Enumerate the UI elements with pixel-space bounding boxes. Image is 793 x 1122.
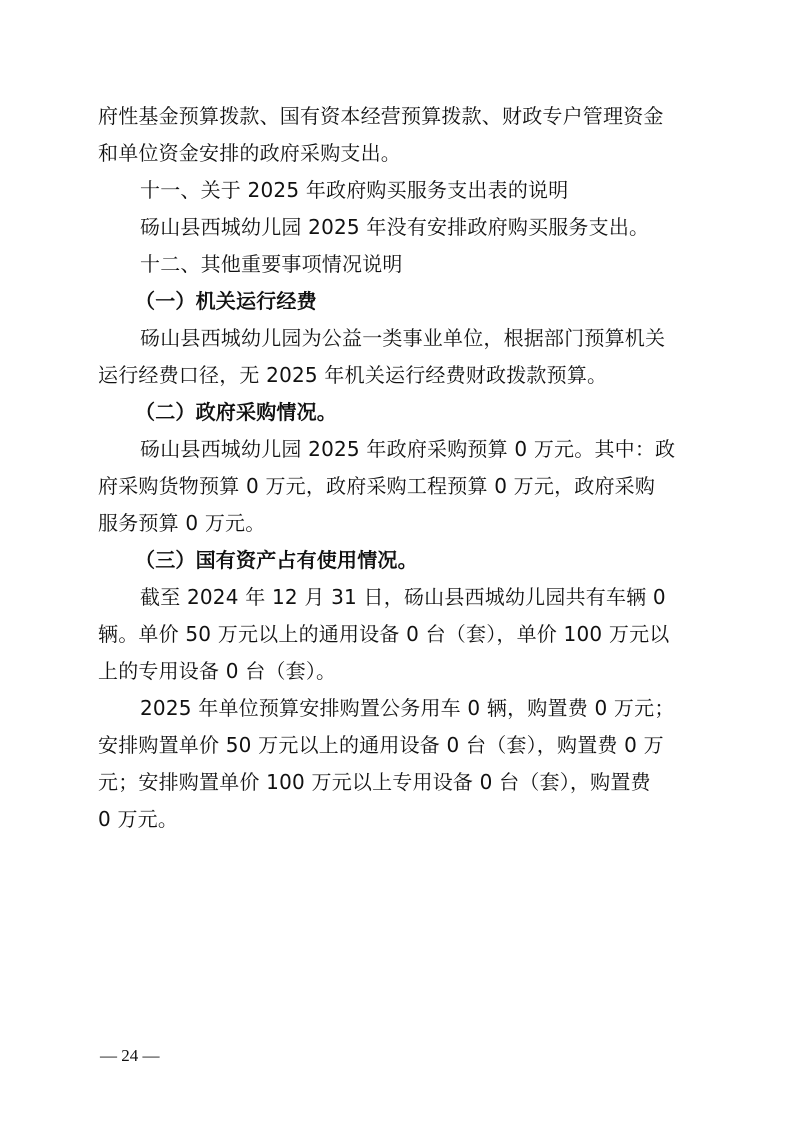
paragraph-line: 2025 年单位预算安排购置公务用车 0 辆，购置费 0 万元； (140, 696, 675, 720)
paragraph-line: 府采购货物预算 0 万元，政府采购工程预算 0 万元，政府采购 (98, 474, 656, 498)
paragraph-line: 砀山县西城幼儿园 2025 年政府采购预算 0 万元。其中：政 (140, 437, 676, 461)
section-heading: 十一、关于 2025 年政府购买服务支出表的说明 (140, 178, 569, 202)
subsection-heading: （三）国有资产占有使用情况。 (135, 548, 418, 572)
document-body (98, 98, 698, 838)
paragraph-line: 元；安排购置单价 100 万元以上专用设备 0 台（套），购置费 (98, 770, 651, 794)
subsection-heading: （一）机关运行经费 (135, 289, 317, 313)
paragraph-line: 砀山县西城幼儿园为公益一类事业单位，根据部门预算机关 (140, 326, 666, 350)
paragraph-line: 府性基金预算拨款、国有资本经营预算拨款、财政专户管理资金 (98, 104, 664, 128)
paragraph-line: 和单位资金安排的政府采购支出。 (98, 141, 401, 165)
paragraph-line: 截至 2024 年 12 月 31 日，砀山县西城幼儿园共有车辆 0 (140, 585, 666, 609)
page-number: — 24 — (100, 1046, 160, 1065)
paragraph-line: 运行经费口径，无 2025 年机关运行经费财政拨款预算。 (98, 363, 608, 387)
paragraph-line: 安排购置单价 50 万元以上的通用设备 0 台（套），购置费 0 万 (98, 733, 664, 757)
subsection-heading: （二）政府采购情况。 (135, 400, 337, 424)
paragraph-line: 0 万元。 (98, 807, 179, 831)
section-heading: 十二、其他重要事项情况说明 (140, 252, 403, 276)
paragraph-line: 砀山县西城幼儿园 2025 年没有安排政府购买服务支出。 (140, 215, 650, 239)
paragraph-line: 辆。单价 50 万元以上的通用设备 0 台（套），单价 100 万元以 (98, 622, 670, 646)
paragraph-line: 上的专用设备 0 台（套）。 (98, 659, 337, 683)
paragraph-line: 服务预算 0 万元。 (98, 511, 266, 535)
